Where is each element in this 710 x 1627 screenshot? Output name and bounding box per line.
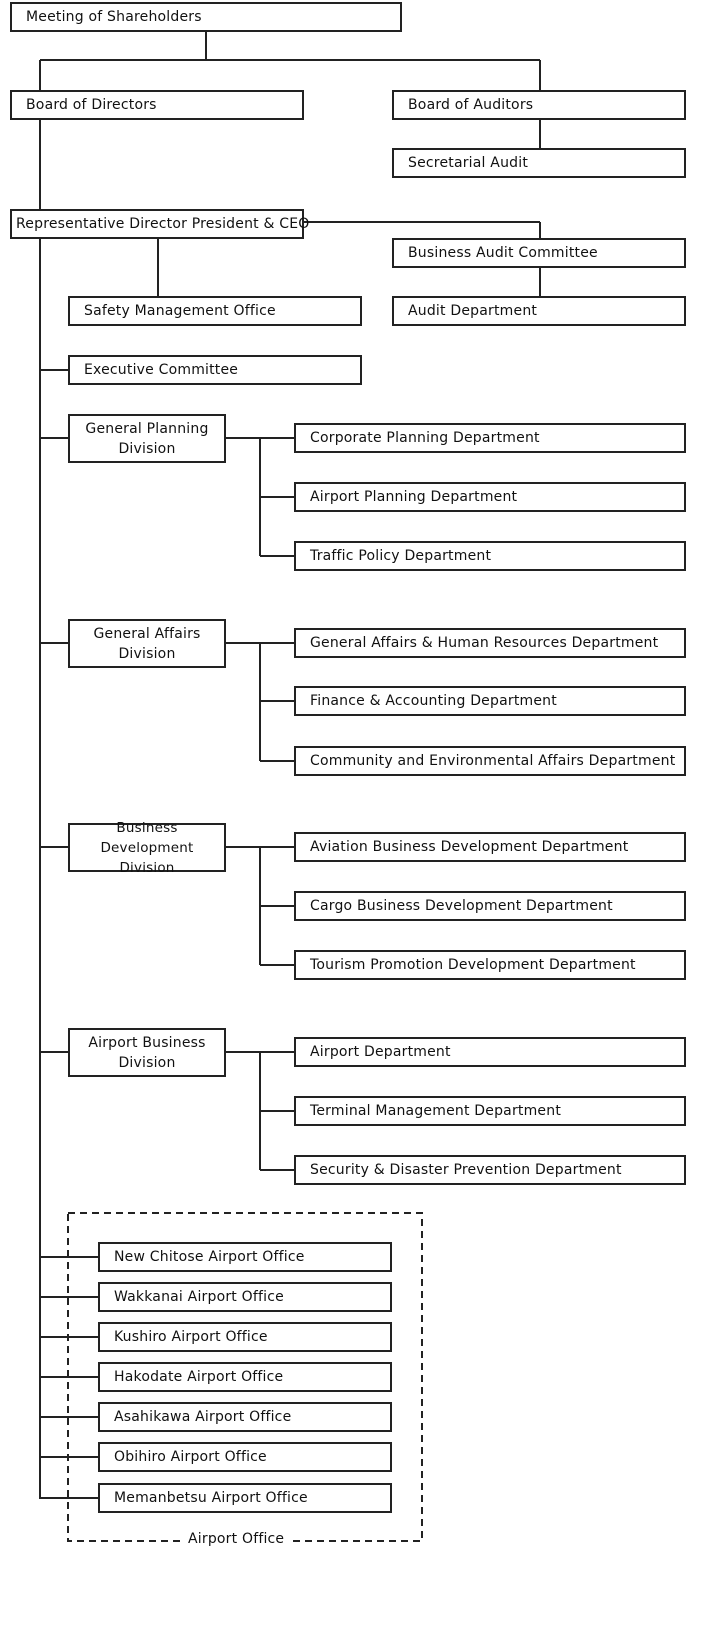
airport-office-group-label: Airport Office [182, 1531, 290, 1547]
board-of-auditors-box: Board of Auditors [392, 90, 686, 120]
secretarial-audit-box: Secretarial Audit [392, 148, 686, 178]
meeting-of-shareholders-box: Meeting of Shareholders [10, 2, 402, 32]
airport-office-box: New Chitose Airport Office [98, 1242, 392, 1272]
department-box: Finance & Accounting Department [294, 686, 686, 716]
department-box: Cargo Business Development Department [294, 891, 686, 921]
airport-business-division-box: Airport Business Division [68, 1028, 226, 1077]
business-audit-committee-box: Business Audit Committee [392, 238, 686, 268]
airport-office-box: Memanbetsu Airport Office [98, 1483, 392, 1513]
department-box: Corporate Planning Department [294, 423, 686, 453]
audit-department-box: Audit Department [392, 296, 686, 326]
general-planning-division-box: General Planning Division [68, 414, 226, 463]
department-box: Terminal Management Department [294, 1096, 686, 1126]
department-box: General Affairs & Human Resources Department [294, 628, 686, 658]
airport-office-box: Kushiro Airport Office [98, 1322, 392, 1352]
airport-office-box: Asahikawa Airport Office [98, 1402, 392, 1432]
department-box: Traffic Policy Department [294, 541, 686, 571]
airport-office-box: Obihiro Airport Office [98, 1442, 392, 1472]
business-development-division-box: Business Development Division [68, 823, 226, 872]
general-affairs-division-box: General Affairs Division [68, 619, 226, 668]
executive-committee-box: Executive Committee [68, 355, 362, 385]
airport-office-box: Wakkanai Airport Office [98, 1282, 392, 1312]
board-of-directors-box: Board of Directors [10, 90, 304, 120]
department-box: Airport Planning Department [294, 482, 686, 512]
department-box: Community and Environmental Affairs Department [294, 746, 686, 776]
department-box: Tourism Promotion Development Department [294, 950, 686, 980]
department-box: Security & Disaster Prevention Department [294, 1155, 686, 1185]
department-box: Airport Department [294, 1037, 686, 1067]
ceo-box: Representative Director President & CEO [10, 209, 304, 239]
department-box: Aviation Business Development Department [294, 832, 686, 862]
airport-office-box: Hakodate Airport Office [98, 1362, 392, 1392]
safety-management-office-box: Safety Management Office [68, 296, 362, 326]
